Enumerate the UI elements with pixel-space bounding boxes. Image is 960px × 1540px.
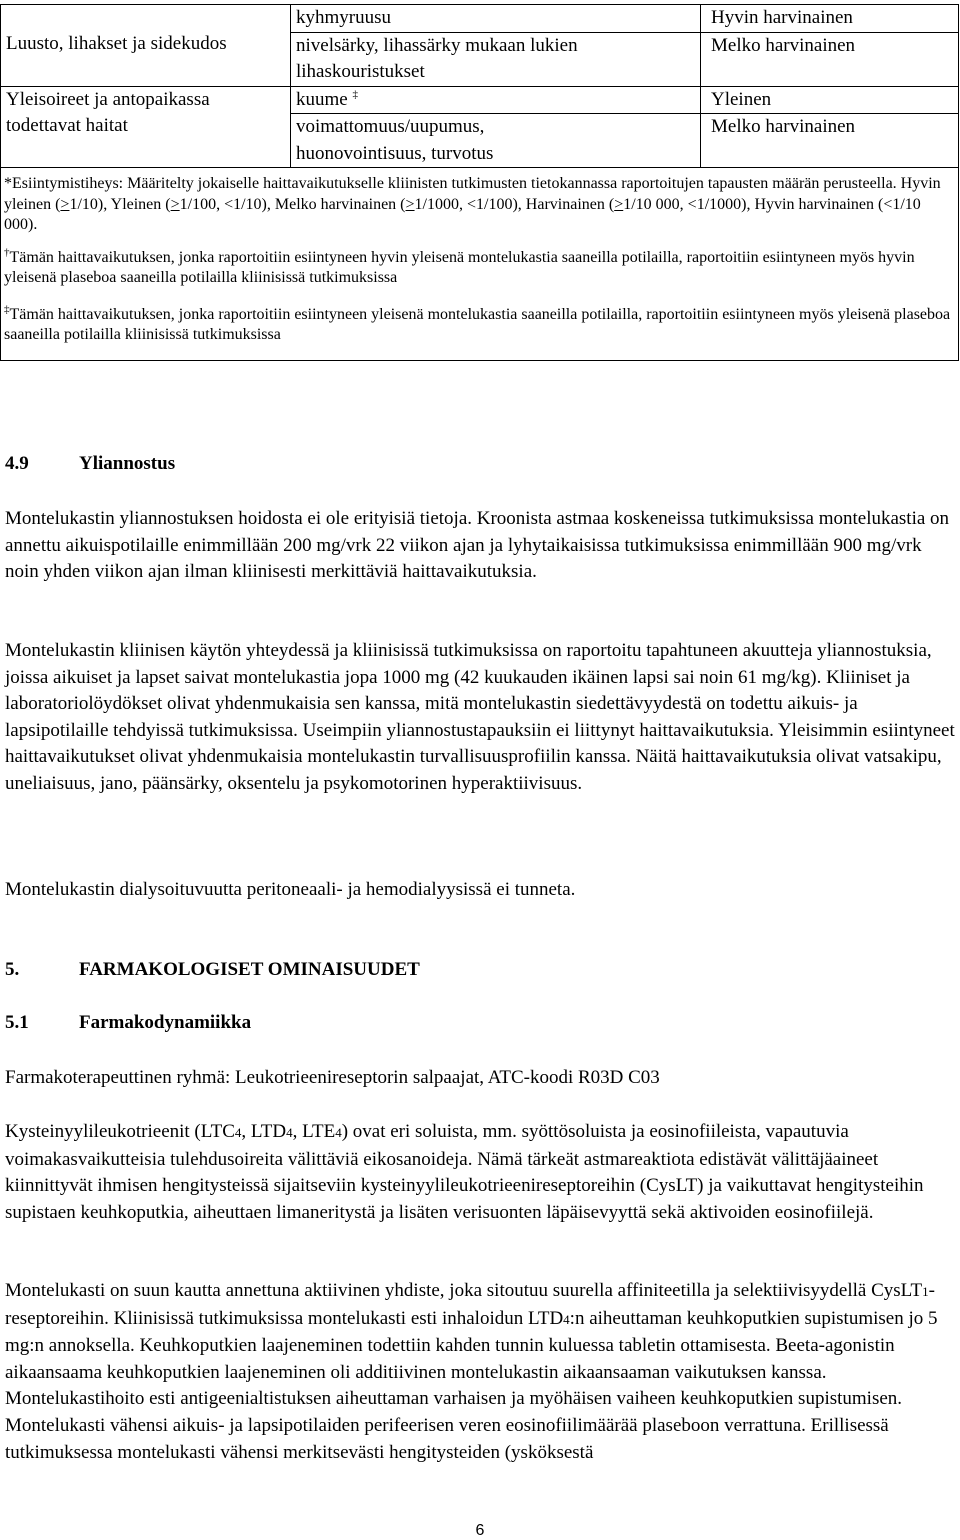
- system-label: Luusto, lihakset ja sidekudos: [6, 33, 227, 54]
- section-heading-5-1: 5.1 Farmakodynamiikka: [5, 1012, 252, 1033]
- leukotriene-paragraph: Kysteinyylileukotrieenit (LTC4, LTD4, LTE4) ovat eri soluista, mm. syöttösoluista ja eosinofiileista, vapautuvia voimakasvaikutteisia tulehdusoireita välittäviä eikosanoideja. Nämä tärkeät astmareaktiota edistävät välittäjäaineet kiinnittyvät ihmisen hengitysteissä sijaitseviin kysteinyylileukotrieenireseptoreihin (CysLT) ja vaikuttavat hengitysteihin supistaen keuhkoputkia, aiheuttaen limaneritystä ja lisäten verisuonten läpäisevyyttä sekä aktivoiden eosinofiilejä.: [5, 1121, 924, 1223]
- system-cell: Yleisoireet ja antopaikassa todettavat haitat: [1, 86, 291, 168]
- section-heading-4-9: 4.9 Yliannostus: [5, 453, 176, 474]
- effect-cell: [291, 86, 701, 114]
- system-cell: [1, 5, 291, 87]
- frequency-cell: Melko harvinainen: [701, 32, 959, 86]
- frequency-cell: Yleinen: [701, 86, 959, 114]
- effect-cell: voimattomuus/uupumus, huonovointisuus, turvotus: [291, 114, 701, 168]
- effect-text: kuume: [296, 88, 348, 110]
- double-dagger-footnote: ‡Tämän haittavaikutuksen, jonka raportoitiin esiintyneen yleisenä montelukastia saaneilla potilailla, raportoitiin esiintyneen myös yleisenä plaseboa saaneilla potilailla kliinisissä tutkimuksissa: [4, 303, 951, 343]
- pharmacotherapeutic-group: Farmakoterapeuttinen ryhmä: Leukotrieenireseptorin salpaajat, ATC-koodi R03D C03: [5, 1067, 660, 1088]
- dagger-footnote: †Tämän haittavaikutuksen, jonka raportoitiin esiintyneen hyvin yleisenä montelukastia saaneilla potilailla, raportoitiin esiintyneen myös hyvin yleisenä plaseboa saaneilla potilailla kliinisissä tutkimuksissa: [4, 246, 915, 286]
- effect-cell: kyhmyruusu: [291, 5, 701, 33]
- frequency-definition-note: *Esiintymistiheys: Määritelty jokaiselle haittavaikutukselle kliinisten tutkimusten tietokannassa raportoitujen tapausten määrän perusteella. Hyvin yleinen (>1/10), Yleinen (>1/100, <1/10), Melko harvinainen (>1/1000, <1/100), Harvinainen (>1/10 000, <1/1000), Hyvin harvinainen (<1/10 000).: [4, 175, 941, 233]
- table-row: [1, 86, 959, 114]
- overdose-paragraph-1: Montelukastin yliannostuksen hoidosta ei ole erityisiä tietoja. Kroonista astmaa koskeneissa tutkimuksissa montelukastia on annettu aikuispotilaille enimmillään 200 mg/vrk 22 viikon ajan ja lyhytaikaisissa tutkimuksissa enimmillään 900 mg/vrk noin yhden viikon ajan ilman kliinisesti merkittäviä haittavaikutuksia.: [5, 508, 950, 583]
- table-notes: [1, 168, 959, 361]
- adverse-effects-table: [0, 4, 959, 361]
- effect-cell: nivelsärky, lihassärky mukaan lukien lihaskouristukset: [291, 32, 701, 86]
- frequency-cell: Melko harvinainen: [701, 114, 959, 168]
- frequency-cell: Hyvin harvinainen: [701, 5, 959, 33]
- section-heading-5: 5. FARMAKOLOGISET OMINAISUUDET: [5, 959, 420, 980]
- page-number: 6: [475, 1522, 485, 1539]
- overdose-paragraph-2: Montelukastin kliinisen käytön yhteydessä ja kliinisissä tutkimuksissa on raportoitu tapahtuneen akuutteja yliannostuksia, joissa aikuiset ja lapset saivat montelukastia jopa 1000 mg (42 kuukauden ikäinen lapsi sai noin 61 mg/kg). Kliiniset ja laboratoriolöydökset olivat yhdenmukaisia sen kanssa, mitä montelukastin siedettävyydestä on todettu aikuis- ja lapsipotilaille tehdyissä tutkimuksissa. Useimpiin yliannostustapauksiin ei liittynyt haittavaikutuksia. Yleisimmin esiintyneet haittavaikutukset olivat yhdenmukaisia montelukastin turvallisuusprofiilin kanssa. Näitä haittavaikutuksia olivat vatsakipu, uneliaisuus, jano, päänsärky, oksentelu ja psykomotorinen hyperaktiivisuus.: [5, 640, 955, 794]
- table-row: [1, 5, 959, 33]
- table-notes-row: [1, 168, 959, 361]
- montelukast-paragraph: Montelukasti on suun kautta annettuna aktiivinen yhdiste, joka sitoutuu suurella affiniteetilla ja selektiivisyydellä CysLT1-reseptoreihin. Kliinisissä tutkimuksissa montelukasti esti inhaloidun LTD4:n aiheuttaman keuhkoputkien supistumisen jo 5 mg:n annoksella. Keuhkoputkien laajeneminen todettiin kahden tunnin kuluessa tabletin ottamisesta. Beeta-agonistin aikaansaama keuhkoputkien laajeneminen oli additiivinen montelukastin aikaansaaman vaikutuksen kanssa. Montelukastihoito esti antigeenialtistuksen aiheuttaman varhaisen ja myöhäisen vaiheen keuhkoputkien supistumisen. Montelukasti vähensi aikuis- ja lapsipotilaiden perifeerisen veren eosinofiilimäärää plaseboon verrattuna. Erillisessä tutkimuksessa montelukasti vähensi merkitsevästi hengitysteiden (ysköksestä: [5, 1280, 938, 1463]
- footnote-mark: ‡: [352, 88, 358, 101]
- overdose-paragraph-3: Montelukastin dialysoituvuutta peritoneaali- ja hemodialyysissä ei tunneta.: [5, 879, 576, 900]
